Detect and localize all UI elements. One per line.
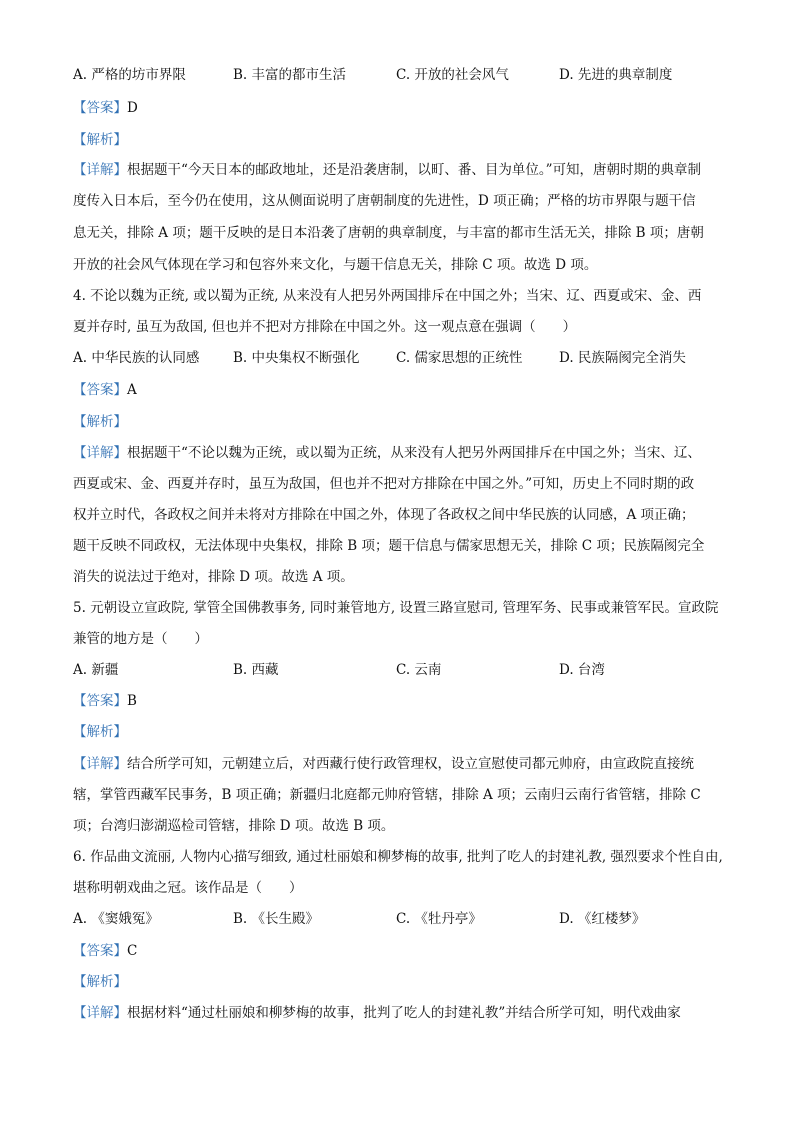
q4-detail-line: 【详解】根据题干“不论以魏为正统，或以蜀为正统，从来没有人把另外两国排斥在中国之外；当宋、辽、 [73,445,701,461]
q3-detail-line: 度传入日本后，至今仍在使用，这从侧面说明了唐朝制度的先进性，D 项正确；严格的坊市界限与题干信 [73,193,696,209]
q4-stem-line: 夏并存时, 虽互为敌国, 但也并不把对方排除在中国之外。这一观点意在强调（ ） [73,319,577,335]
q3-detail-line: 【详解】根据题干“今天日本的邮政地址，还是沿袭唐制，以町、番、目为单位。”可知，唐朝时期的典章制 [73,162,702,178]
q3-detail-line: 开放的社会风气体现在学习和包容外来文化，与题干信息无关，排除 C 项。故选 D 项。 [73,257,598,273]
q5-stem-line: 兼管的地方是（ ） [73,631,208,647]
q6-answer [73,941,137,961]
q3-answer [73,98,138,118]
q5-option-a: A. 新疆 [73,662,119,678]
answer-value: C [127,943,138,959]
detail-label: 【详解】 [73,162,127,178]
q3-option-b: B. 丰富的都市生活 [233,67,347,83]
q4-option-d: D. 民族隔阂完全消失 [559,350,686,366]
q6-stem-line: 6. 作品曲文流丽, 人物内心描写细致, 通过杜丽娘和柳梦梅的故事, 批判了吃人的封建礼教, 强烈要求个性自由, [73,849,723,865]
answer-value: A [127,382,137,398]
q3-option-c: C. 开放的社会风气 [396,67,509,83]
q5-answer [73,691,137,711]
q6-detail-line: 【详解】根据材料“通过杜丽娘和柳梦梅的故事，批判了吃人的封建礼教”并结合所学可知，明代戏曲家 [73,1005,681,1021]
q4-detail-line: 题干反映不同政权，无法体现中央集权，排除 B 项；题干信息与儒家思想无关，排除 C 项；民族隔阂完全 [73,538,705,554]
q3-option-d: D. 先进的典章制度 [559,67,673,83]
q4-answer [73,380,137,400]
q4-option-a: A. 中华民族的认同感 [73,350,200,366]
answer-label: 【答案】 [73,693,127,709]
answer-label: 【答案】 [73,943,127,959]
q6-option-d: D. 《红楼梦》 [559,911,646,927]
q5-option-c: C. 云南 [396,662,442,678]
q6-option-a: A. 《窦娥冤》 [73,911,159,927]
q5-analysis-label: 【解析】 [73,724,127,740]
answer-value: B [127,693,137,709]
q5-detail-line: 辖，掌管西藏军民事务，B 项正确；新疆归北庭都元帅府管辖，排除 A 项；云南归云南行省管辖，排除 C [73,787,701,803]
q6-analysis-label: 【解析】 [73,974,127,990]
q4-option-c: C. 儒家思想的正统性 [396,350,523,366]
q5-option-b: B. 西藏 [233,662,279,678]
answer-label: 【答案】 [73,100,127,116]
q4-option-b: B. 中央集权不断强化 [233,350,360,366]
q5-stem-line: 5. 元朝设立宣政院, 掌管全国佛教事务, 同时兼管地方, 设置三路宣慰司, 管理军务、民事或兼管军民。宣政院 [73,600,719,616]
q6-stem-line: 堪称明朝戏曲之冠。该作品是（ ） [73,880,303,896]
detail-label: 【详解】 [73,756,127,772]
q6-option-c: C. 《牡丹亭》 [396,911,482,927]
q4-detail-line: 消失的说法过于绝对，排除 D 项。故选 A 项。 [73,569,354,585]
answer-value: D [127,100,138,116]
detail-label: 【详解】 [73,1005,127,1021]
q3-analysis-label: 【解析】 [73,132,127,148]
answer-label: 【答案】 [73,382,127,398]
detail-label: 【详解】 [73,445,127,461]
q5-detail-line: 项；台湾归澎湖巡检司管辖，排除 D 项。故选 B 项。 [73,818,395,834]
q4-detail-line: 西夏或宋、金、西夏并存时，虽互为敌国，但也并不把对方排除在中国之外。”可知，历史上不同时期的政 [73,476,695,492]
q4-stem-line: 4. 不论以魏为正统, 或以蜀为正统, 从来没有人把另外两国排斥在中国之外；当宋、辽、西夏或宋、金、西 [73,288,702,304]
q3-option-a: A. 严格的坊市界限 [73,67,186,83]
q5-detail-line: 【详解】结合所学可知，元朝建立后，对西藏行使行政管理权，设立宣慰使司都元帅府，由宣政院直接统 [73,756,694,772]
q4-analysis-label: 【解析】 [73,414,127,430]
q4-detail-line: 权并立时代，各政权之间并未将对方排除在中国之外，体现了各政权之间中华民族的认同感，A 项正确； [73,507,695,523]
q5-option-d: D. 台湾 [559,662,605,678]
q6-option-b: B. 《长生殿》 [233,911,320,927]
q3-detail-line: 息无关，排除 A 项；题干反映的是日本沿袭了唐朝的典章制度，与丰富的都市生活无关，排除 B 项；唐朝 [73,225,704,241]
